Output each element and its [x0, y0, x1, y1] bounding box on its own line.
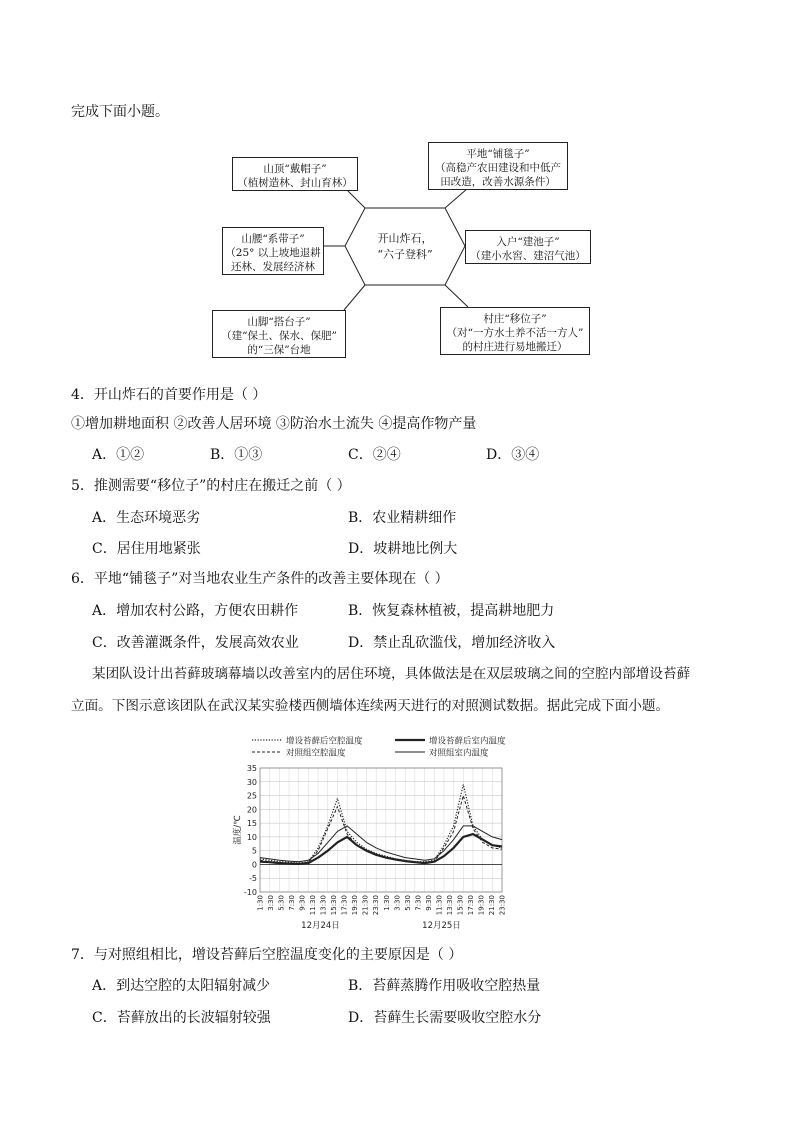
box-ruhu-desc: （建小水窖、建沼气池）: [470, 250, 586, 262]
q7-option-a[interactable]: A．到达空腔的太阳辐射减少: [92, 978, 271, 994]
q4-option-b[interactable]: B．①③: [210, 447, 263, 463]
q6-stem: 6．平地“铺毯子”对当地农业生产条件的改善主要体现在（ ）: [71, 571, 449, 587]
series-line-2: [260, 834, 502, 864]
y-tick-label: 10: [246, 832, 257, 842]
q7-option-c[interactable]: C．苔藓放出的长波辐射较强: [92, 1010, 271, 1026]
day-label: 12月24日: [301, 921, 340, 930]
q4-option-a[interactable]: A．①②: [92, 447, 145, 463]
q4-option-c[interactable]: C．②④: [348, 447, 401, 463]
y-tick-label: 15: [246, 819, 257, 829]
plot-frame: [260, 768, 502, 892]
box-cunzhuang-desc1: （对“一方水土养不活一方人”: [446, 327, 584, 339]
box-shanjiao: [212, 310, 346, 358]
x-tick-label: 11:30: [435, 895, 444, 916]
temperature-chart: [230, 730, 530, 930]
x-tick-label: 19:30: [477, 895, 486, 916]
diagram-center: [350, 231, 460, 263]
x-tick-label: 17:30: [340, 895, 349, 916]
y-tick-label: 5: [251, 846, 257, 856]
box-pingdi-title: 平地“铺毯子”: [466, 148, 530, 160]
q7-option-d[interactable]: D．苔藓生长需要吸收空腔水分: [348, 1010, 542, 1026]
six-zi-diagram: [200, 135, 610, 360]
legend-label: 增设苔藓后空腔温度: [286, 736, 363, 747]
q4-items: ①增加耕地面积 ②改善人居环境 ③防治水土流失 ④提高作物产量: [71, 416, 477, 432]
y-tick-label: 20: [246, 805, 257, 815]
x-tick-label: 13:30: [319, 895, 328, 916]
series-line-0: [260, 785, 502, 864]
q4-stem: 4．开山炸石的首要作用是（ ）: [71, 387, 267, 403]
q6-option-b[interactable]: B．恢复森林植被，提高耕地肥力: [348, 603, 555, 619]
q5-option-d[interactable]: D．坡耕地比例大: [348, 541, 458, 557]
y-tick-label: 35: [246, 764, 257, 773]
x-tick-label: 1:30: [256, 895, 265, 911]
y-tick-label: 30: [246, 777, 257, 787]
box-cunzhuang-title: 村庄“移位子”: [483, 313, 547, 325]
legend-label: 增设苔藓后室内温度: [429, 736, 506, 747]
box-pingdi-desc2: 田改造，改善水源条件）: [440, 176, 556, 188]
q7-option-b[interactable]: B．苔藓蒸腾作用吸收空腔热量: [348, 978, 541, 994]
x-tick-label: 15:30: [456, 895, 465, 916]
box-pingdi-desc1: （高稳产农田建设和中低产: [435, 162, 561, 174]
x-tick-label: 7:30: [414, 895, 423, 911]
x-tick-label: 19:30: [351, 895, 360, 916]
box-shanjiao-desc2: 的“三保”台地: [247, 344, 311, 356]
y-axis-label: 温度/℃: [233, 815, 243, 845]
q5-option-a[interactable]: A．生态环境恶劣: [92, 510, 201, 526]
x-tick-label: 1:30: [382, 895, 391, 911]
x-tick-label: 23:30: [372, 895, 381, 916]
y-tick-label: -5: [249, 874, 257, 884]
q6-option-a[interactable]: A．增加农村公路，方便农田耕作: [92, 603, 299, 619]
q7-stem: 7．与对照组相比，增设苔藓后空腔温度变化的主要原因是（ ）: [71, 947, 463, 963]
q5-option-b[interactable]: B．农业精耕细作: [348, 510, 457, 526]
box-ruhu-title: 入户“建池子”: [496, 236, 560, 248]
passage-line-1: 某团队设计出苔藓玻璃幕墙以改善室内的居住环境，具体做法是在双层玻璃之间的空腔内部增设苔藓: [92, 666, 691, 682]
series-line-1: [260, 796, 502, 864]
box-shanyao-title: 山腰“系带子”: [241, 233, 305, 245]
q5-option-c[interactable]: C．居住用地紧张: [92, 541, 201, 557]
day-label: 12月25日: [422, 921, 461, 930]
box-cunzhuang-desc2: 的村庄进行易地搬迁）: [462, 341, 568, 353]
x-tick-label: 17:30: [466, 895, 475, 916]
box-shanyao: [222, 227, 324, 275]
x-tick-label: 23:30: [498, 895, 507, 916]
center-line-2: “六子登科”: [377, 248, 433, 261]
x-tick-label: 9:30: [298, 895, 307, 911]
passage-line-2: 立面。下图示意该团队在武汉某实验楼西侧墙体连续两天进行的对照测试数据。据此完成下面小题。: [71, 698, 670, 714]
center-line-1: 开山炸石，: [377, 232, 433, 245]
box-shanding-desc: （植树造林、封山育林）: [237, 177, 353, 189]
box-cunzhuang: [440, 307, 590, 355]
q6-option-d[interactable]: D．禁止乱砍滥伐，增加经济收入: [348, 635, 556, 651]
x-tick-label: 9:30: [424, 895, 433, 911]
box-shanding-title: 山顶“戴帽子”: [263, 163, 327, 175]
x-tick-label: 5:30: [277, 895, 286, 911]
x-tick-label: 21:30: [487, 895, 496, 916]
legend-label: 对照组空腔温度: [286, 748, 346, 759]
q6-option-c[interactable]: C．改善灌溉条件，发展高效农业: [92, 635, 299, 651]
x-tick-label: 3:30: [393, 895, 402, 911]
y-tick-label: 25: [246, 791, 257, 801]
box-shanjiao-title: 山脚“搭台子”: [247, 316, 311, 328]
x-tick-label: 7:30: [288, 895, 297, 911]
x-tick-label: 21:30: [361, 895, 370, 916]
box-ruhu: [465, 230, 591, 264]
x-tick-label: 13:30: [445, 895, 454, 916]
y-tick-label: -10: [243, 888, 257, 897]
box-pingdi: [428, 142, 568, 190]
x-tick-label: 5:30: [403, 895, 412, 911]
x-tick-label: 15:30: [330, 895, 339, 916]
box-shanyao-desc1: （25° 以上坡地退耕: [225, 247, 321, 259]
q4-option-d[interactable]: D．③④: [486, 447, 540, 463]
y-tick-label: 0: [251, 860, 257, 870]
x-tick-label: 11:30: [309, 895, 318, 916]
legend-label: 对照组室内温度: [429, 748, 489, 759]
x-tick-label: 3:30: [267, 895, 276, 911]
q5-stem: 5．推测需要“移位子”的村庄在搬迁之前（ ）: [71, 478, 351, 494]
box-shanyao-desc2: 还林、发展经济林: [231, 261, 315, 273]
box-shanding: [232, 157, 358, 191]
intro-text: 完成下面小题。: [71, 104, 169, 120]
box-shanjiao-desc1: （建“保土、保水、保肥”: [221, 330, 337, 342]
